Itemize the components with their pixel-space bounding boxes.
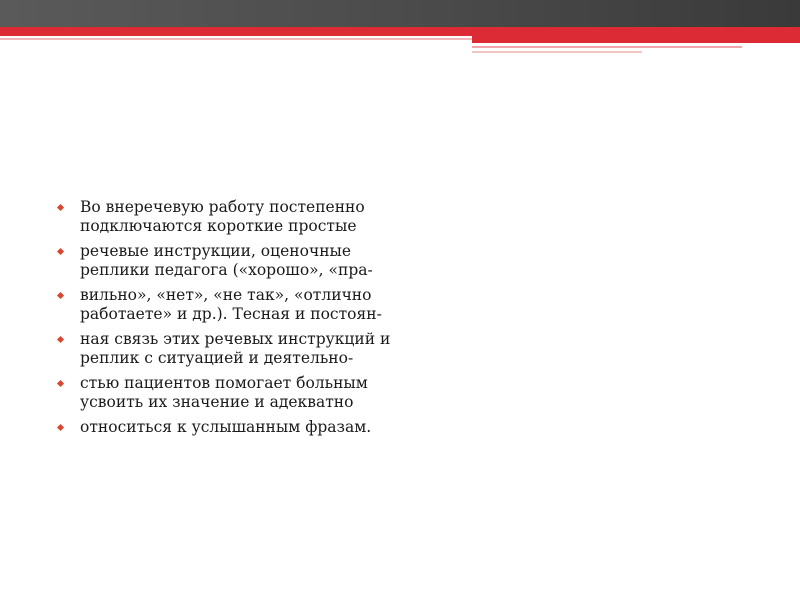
bullet-list: [58, 198, 398, 443]
bullet-text: Во внеречевую работу постепенно подключаются короткие простые: [80, 198, 365, 235]
accent-line-right-short: [472, 51, 642, 53]
accent-line-right: [472, 46, 742, 48]
bullet-item: [58, 286, 398, 324]
bullet-text: вильно», «нет», «не так», «отлично работаете» и др.). Тесная и постоян-: [80, 286, 382, 323]
bullet-text: относиться к услышанным фразам.: [80, 418, 372, 436]
bullet-item: [58, 242, 398, 280]
accent-band-right: [472, 36, 800, 43]
bullet-text: стью пациентов помогает больным усвоить их значение и адекватно: [80, 374, 368, 411]
bullet-item: [58, 374, 398, 412]
bullet-icon: [57, 336, 64, 343]
bullet-text: речевые инструкции, оценочные реплики педагога («хорошо», «пра-: [80, 242, 373, 279]
bullet-icon: [57, 424, 64, 431]
bullet-icon: [57, 204, 64, 211]
accent-line: [0, 38, 472, 40]
bullet-item: [58, 198, 398, 236]
bullet-icon: [57, 380, 64, 387]
header-bar: [0, 0, 800, 27]
bullet-text: ная связь этих речевых инструкций и реплик с ситуацией и деятельно-: [80, 330, 391, 367]
accent-band: [0, 27, 800, 36]
bullet-icon: [57, 248, 64, 255]
bullet-icon: [57, 292, 64, 299]
bullet-item: [58, 418, 398, 437]
bullet-item: [58, 330, 398, 368]
